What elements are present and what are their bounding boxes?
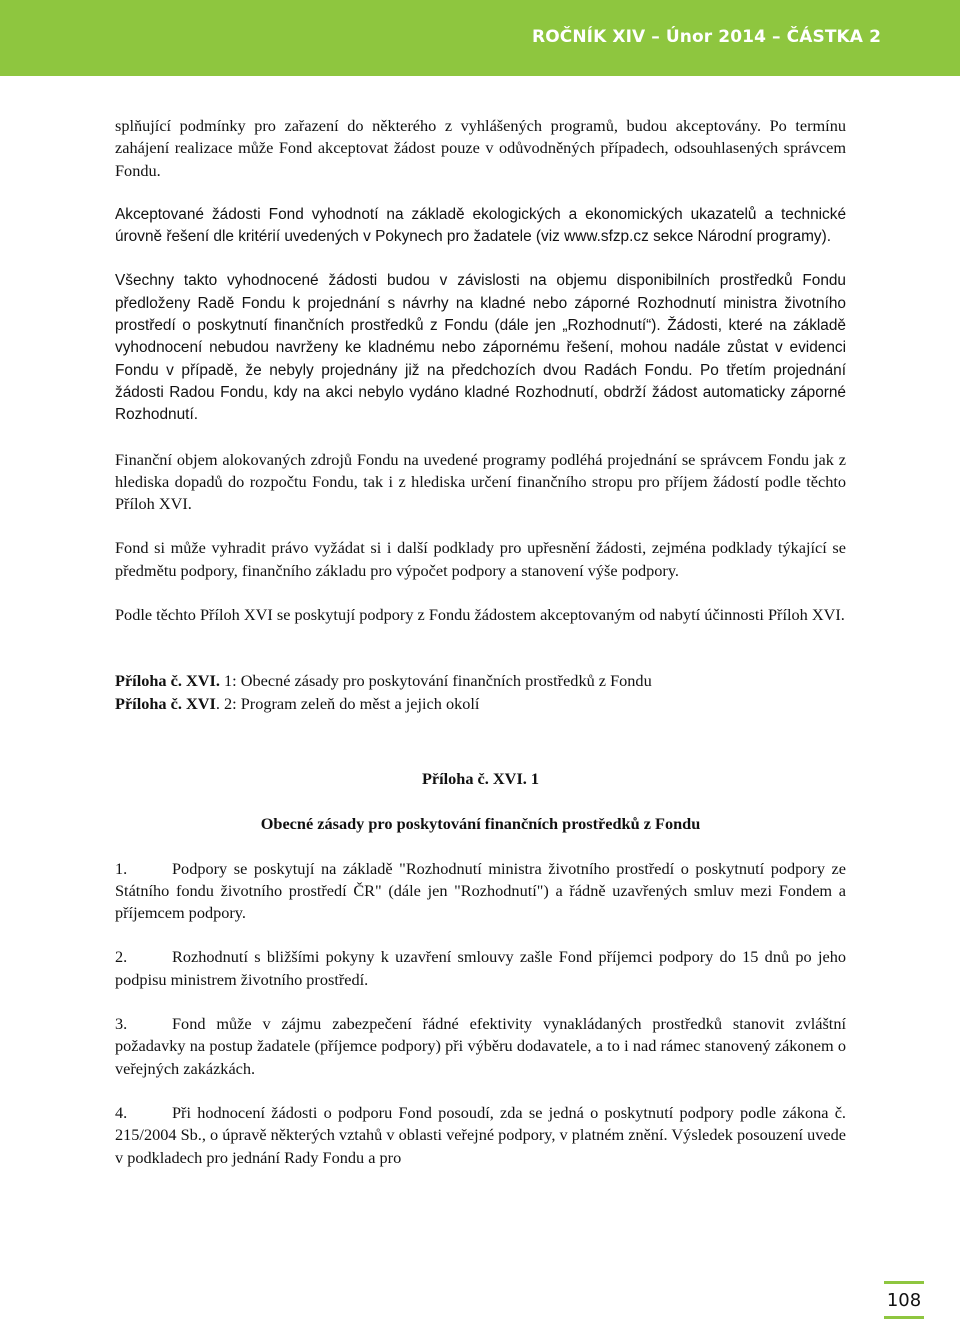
item-number: 2.: [115, 947, 128, 967]
numbered-item: [115, 1013, 846, 1080]
paragraph-additional-documents: Fond si může vyhradit právo vyžádat si i další podklady pro upřesnění žádosti, zejména podklady týkající se předmětu podpory, finančního základu pro výpočet podpory a stanovení výše podpory.: [115, 538, 846, 580]
item-number: 3.: [115, 1014, 128, 1034]
document-body: [115, 115, 846, 1191]
item-number: 1.: [115, 858, 128, 878]
page-number-box: [884, 1281, 924, 1319]
header-bar: [0, 0, 960, 76]
numbered-item: [115, 858, 846, 925]
section-subtitle: Obecné zásady pro poskytování finančních prostředků z Fondu: [260, 814, 701, 834]
annex-item: [115, 693, 846, 715]
paragraph-evaluation: Akceptované žádosti Fond vyhodnotí na základě ekologických a ekonomických ukazatelů a technické úrovně řešení dle kritérií uvedených v Pokynech pro žadatele (viz www.sfzp.cz sekce Národní programy).: [115, 205, 846, 246]
item-text: Podpory se poskytují na základě "Rozhodnutí ministra životního prostředí o poskytnutí podpory ze Státního fondu životního prostředí ČR" (dále jen "Rozhodnutí") a řádně uzavřených smluv mezi Fondem a příjemcem podpory.: [115, 858, 846, 923]
paragraph-validity: Podle těchto Příloh XVI se poskytují podpory z Fondu žádostem akceptovaným od nabytí účinnosti Příloh XVI.: [115, 605, 845, 625]
annex-prefix: Příloha č. XVI.: [115, 671, 220, 691]
header-title: ROČNÍK XIV – Únor 2014 – ČÁSTKA 2: [532, 27, 881, 47]
paragraph-financial-volume: Finanční objem alokovaných zdrojů Fondu na uvedené programy podléhá projednání se správcem Fondu jak z hlediska dopadů do rozpočtu Fondu, tak i z hlediska určení finančního stropu pro příjem žádostí podle těchto Příloh XVI.: [115, 449, 846, 514]
section-title: Příloha č. XVI. 1: [421, 768, 540, 788]
item-text: Fond může v zájmu zabezpečení řádné efektivity vynakládaných prostředků stanovit zvláštní požadavky na postup žadatele (příjemce podpory) při výběru dodavatele, a to i nad rámec stanovený zákonem o veřejných zakázkách.: [115, 1014, 846, 1078]
item-text: Při hodnocení žádosti o podporu Fond posoudí, zda se jedná o poskytnutí podpory podle zákona č. 215/2004 Sb., o úpravě některých vztahů v oblasti veřejné podpory, v platném znění. Výsledek posouzení uvede v podkladech pro jednání Rady Fondu a pro: [115, 1102, 846, 1167]
item-text: Rozhodnutí s bližšími pokyny k uzavření smlouvy zašle Fond příjemci podpory do 15 dnů po jeho podpisu ministrem životního prostředí.: [115, 947, 846, 989]
paragraph-council: Všechny takto vyhodnocené žádosti budou v závislosti na objemu disponibilních prostředků Fondu předloženy Radě Fondu k projednání s návrhy na kladné nebo záporné Rozhodnutí ministra životního prostředí o poskytnutí finančních prostředků z Fondu (dále jen „Rozhodnutí“). Žádosti, které na základě vyhodnocení nebudou navrženy ke kladnému nebo zápornému řešení, mohou nadále zůstat v evidenci Fondu v případě, že nebyly projednány již na předchozích dvou Radách Fondu. Po třetím projednání žádosti Radou Fondu, kdy na akci nebylo vydáno kladné Rozhodnutí, obdrží žádost automaticky záporné Rozhodnutí.: [115, 272, 846, 424]
paragraph-acceptance: splňující podmínky pro zařazení do některého z vyhlášených programů, budou akceptovány. Po termínu zahájení realizace může Fond akceptovat žádost pouze v odůvodněných případech, odsouhlasených správcem Fondu.: [115, 116, 846, 180]
numbered-item: [115, 946, 846, 991]
annex-list: [115, 670, 846, 715]
annex-prefix: Příloha č. XVI: [115, 693, 216, 713]
item-number: 4.: [115, 1102, 128, 1122]
annex-text: . 2: Program zeleň do měst a jejich okolí: [215, 693, 480, 713]
annex-text: 1: Obecné zásady pro poskytování finančních prostředků z Fondu: [219, 671, 652, 691]
page-number: 108: [886, 1290, 922, 1311]
annex-item: [115, 670, 846, 692]
numbered-item: [115, 1102, 846, 1169]
